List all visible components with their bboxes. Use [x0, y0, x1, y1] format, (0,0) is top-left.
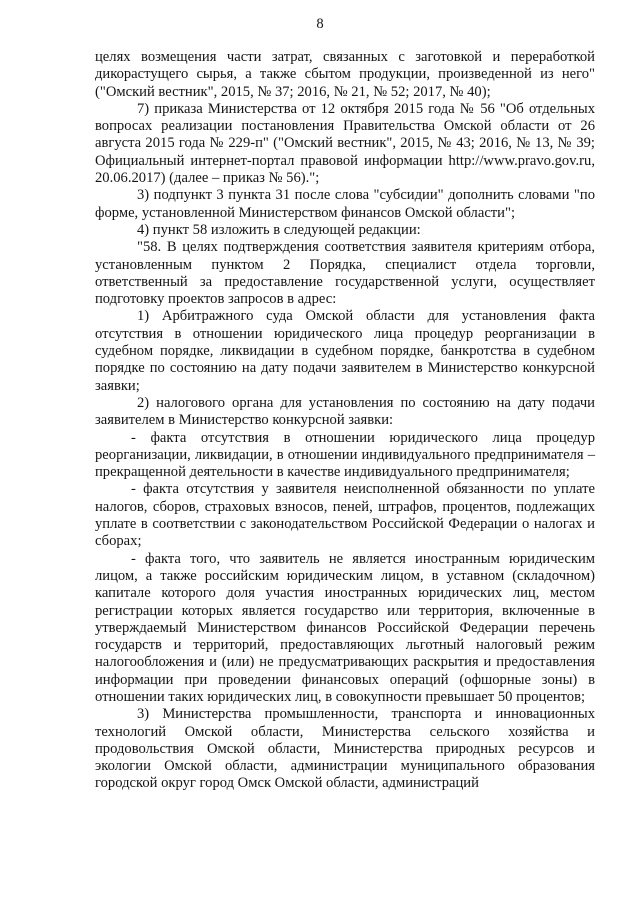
document-body: [95, 49, 595, 793]
paragraph-item-7: 7) приказа Министерства от 12 октября 2015 года № 56 "Об отдельных вопросах реализации постановления Правительства Омской области от 26 августа 2015 года № 229-п" ("Омский вестник", 2015, № 43; 2016, № 13, № 39; Официальный интернет-портал правовой информации http://www.pravo.gov.ru, 20.06.2017) (далее – приказ № 56).";: [95, 100, 595, 187]
paragraph-request-1: 1) Арбитражного суда Омской области для установления факта отсутствия в отношении юридического лица процедур реорганизации в судебном порядке, ликвидации в судебном порядке, банкротства в судебном порядке по состоянию на дату подачи заявителем в Министерство конкурсной заявки;: [95, 308, 595, 394]
paragraph-continuation: целях возмещения части затрат, связанных с заготовкой и переработкой дикорастущего сырья, а также сбытом продукции, произведенной из него" ("Омский вестник", 2015, № 37; 2016, № 21, № 52; 2017, № 40);: [95, 49, 595, 100]
paragraph-bullet-3: - факта того, что заявитель не является иностранным юридическим лицом, а также российским юридическим лицом, в уставном (складочном) капитале которого доля участия иностранных юридических лиц, местом регистрации которых является государство или территория, включенные в утверждаемый Министерством финансов Российской Федерации перечень государств и территорий, предоставляющих льготный налоговый режим налогообложения и (или) не предусматривающих раскрытия и предоставления информации при проведении финансовых операций (офшорные зоны) в отношении таких юридических лиц, в совокупности превышает 50 процентов;: [95, 550, 595, 705]
paragraph-clause-58: "58. В целях подтверждения соответствия заявителя критериям отбора, установленным пунктом 2 Порядка, специалист отдела торговли, ответственный за предоставление государственной услуги, осуществляет подготовку проектов запросов в адрес:: [95, 239, 595, 308]
paragraph-bullet-2: - факта отсутствия у заявителя неисполненной обязанности по уплате налогов, сборов, страховых взносов, пеней, штрафов, процентов, подлежащих уплате в соответствии с законодательством Российской Федерации о налогах и сборах;: [95, 481, 595, 550]
page-number: 8: [316, 16, 324, 32]
paragraph-subitem-4: 4) пункт 58 изложить в следующей редакции:: [137, 221, 421, 238]
paragraph-bullet-1: - факта отсутствия в отношении юридического лица процедур реорганизации, ликвидации, в отношении индивидуального предпринимателя – прекращенной деятельности в качестве индивидуального предпринимателя;: [95, 429, 595, 481]
paragraph-subitem-3: 3) подпункт 3 пункта 31 после слова "субсидии" дополнить словами "по форме, установленной Министерством финансов Омской области";: [95, 187, 595, 221]
paragraph-request-3: 3) Министерства промышленности, транспорта и инновационных технологий Омской области, Министерства сельского хозяйства и продовольствия Омской области, Министерства природных ресурсов и экологии Омской области, администрации муниципального образования городской округ город Омск Омской области, администраций: [95, 706, 595, 792]
paragraph-request-2: 2) налогового органа для установления по состоянию на дату подачи заявителем в Министерство конкурсной заявки:: [95, 394, 595, 429]
